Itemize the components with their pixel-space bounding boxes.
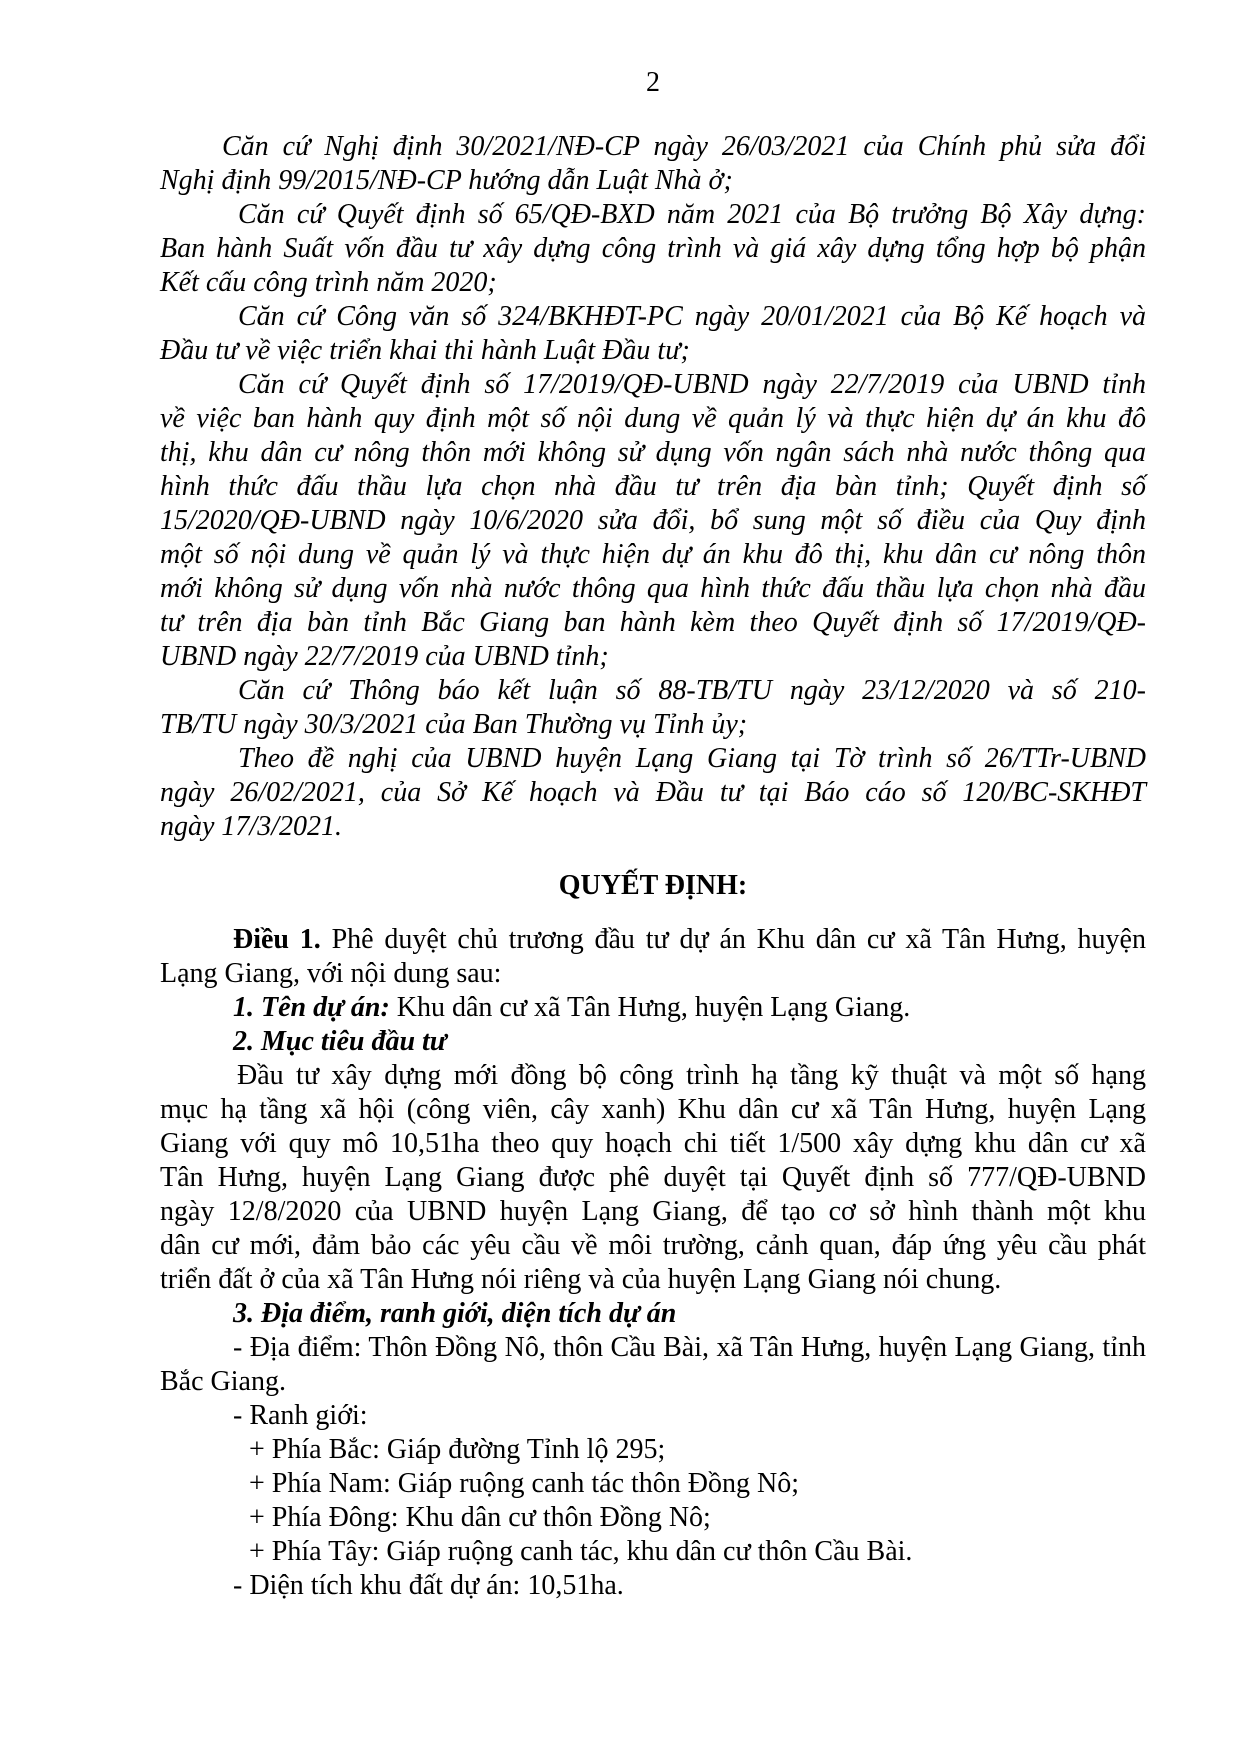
preamble-line: Căn cứ Thông báo kết luận số 88-TB/TU ngày 23/12/2020 và số 210- bbox=[238, 675, 1146, 706]
section-3-heading: 3. Địa điểm, ranh giới, diện tích dự án bbox=[233, 1298, 677, 1329]
article-1-line: Lạng Giang, với nội dung sau: bbox=[160, 958, 502, 989]
preamble-line: UBND ngày 22/7/2019 của UBND tỉnh; bbox=[160, 641, 609, 672]
preamble-line: Nghị định 99/2015/NĐ-CP hướng dẫn Luật Nhà ở; bbox=[160, 165, 733, 196]
section-3-area: - Diện tích khu đất dự án: 10,51ha. bbox=[233, 1570, 624, 1601]
section-3-location-line: Bắc Giang. bbox=[160, 1366, 286, 1397]
section-3-boundary-item: + Phía Đông: Khu dân cư thôn Đồng Nô; bbox=[249, 1502, 711, 1533]
preamble-line: Kết cấu công trình năm 2020; bbox=[160, 267, 497, 298]
preamble-line: mới không sử dụng vốn nhà nước thông qua hình thức đấu thầu lựa chọn nhà đầu bbox=[160, 573, 1146, 604]
preamble-line: Căn cứ Nghị định 30/2021/NĐ-CP ngày 26/03/2021 của Chính phủ sửa đổi bbox=[222, 131, 1146, 162]
section-2-line: Giang với quy mô 10,51ha theo quy hoạch chi tiết 1/500 xây dựng khu dân cư xã bbox=[160, 1128, 1146, 1159]
section-3-boundary-label: - Ranh giới: bbox=[233, 1400, 368, 1431]
preamble-line: TB/TU ngày 30/3/2021 của Ban Thường vụ Tỉnh ủy; bbox=[160, 709, 748, 740]
preamble-line: Đầu tư về việc triển khai thi hành Luật Đầu tư; bbox=[160, 335, 690, 366]
document-body bbox=[160, 130, 1146, 1603]
article-1-text: Phê duyệt chủ trương đầu tư dự án Khu dân cư xã Tân Hưng, huyện bbox=[331, 924, 1146, 955]
preamble-line: ngày 26/02/2021, của Sở Kế hoạch và Đầu tư tại Báo cáo số 120/BC-SKHĐT bbox=[160, 777, 1146, 808]
section-3-boundary-item: + Phía Tây: Giáp ruộng canh tác, khu dân cư thôn Cầu Bài. bbox=[249, 1536, 913, 1567]
preamble-line: Căn cứ Công văn số 324/BKHĐT-PC ngày 20/01/2021 của Bộ Kế hoạch và bbox=[238, 301, 1146, 332]
section-2-line: ngày 12/8/2020 của UBND huyện Lạng Giang, để tạo cơ sở hình thành một khu bbox=[160, 1196, 1146, 1227]
section-1-text: Khu dân cư xã Tân Hưng, huyện Lạng Giang. bbox=[396, 992, 911, 1023]
preamble-line: tư trên địa bàn tỉnh Bắc Giang ban hành kèm theo Quyết định số 17/2019/QĐ- bbox=[160, 607, 1146, 638]
section-2-line: mục hạ tầng xã hội (công viên, cây xanh) Khu dân cư xã Tân Hưng, huyện Lạng bbox=[160, 1094, 1146, 1125]
preamble-line: hình thức đấu thầu lựa chọn nhà đầu tư trên địa bàn tỉnh; Quyết định số bbox=[160, 471, 1146, 502]
preamble-line: Ban hành Suất vốn đầu tư xây dựng công trình và giá xây dựng tổng hợp bộ phận bbox=[160, 233, 1146, 264]
page-number: 2 bbox=[646, 67, 660, 98]
section-2-line: Tân Hưng, huyện Lạng Giang được phê duyệt tại Quyết định số 777/QĐ-UBND bbox=[160, 1162, 1146, 1193]
preamble-line: một số nội dung về quản lý và thực hiện dự án khu đô thị, khu dân cư nông thôn bbox=[160, 539, 1146, 570]
preamble-line: Theo đề nghị của UBND huyện Lạng Giang tại Tờ trình số 26/TTr-UBND bbox=[238, 743, 1146, 774]
section-3-location-line: - Địa điểm: Thôn Đồng Nô, thôn Cầu Bài, xã Tân Hưng, huyện Lạng Giang, tỉnh bbox=[233, 1332, 1146, 1363]
section-3-boundary-item: + Phía Nam: Giáp ruộng canh tác thôn Đồng Nô; bbox=[249, 1468, 800, 1499]
section-1-label: 1. Tên dự án: bbox=[233, 992, 390, 1023]
decision-title: QUYẾT ĐỊNH: bbox=[558, 870, 748, 901]
section-2-heading: 2. Mục tiêu đầu tư bbox=[233, 1026, 447, 1057]
preamble-line: Căn cứ Quyết định số 65/QĐ-BXD năm 2021 của Bộ trưởng Bộ Xây dựng: bbox=[238, 199, 1146, 230]
preamble-line: 15/2020/QĐ-UBND ngày 10/6/2020 sửa đổi, bổ sung một số điều của Quy định bbox=[160, 505, 1146, 536]
preamble-line: thị, khu dân cư nông thôn mới không sử dụng vốn ngân sách nhà nước thông qua bbox=[160, 437, 1146, 468]
article-1-line bbox=[160, 923, 1146, 957]
preamble-line: về việc ban hành quy định một số nội dung về quản lý và thực hiện dự án khu đô bbox=[160, 403, 1146, 434]
section-2-line: dân cư mới, đảm bảo các yêu cầu về môi trường, cảnh quan, đáp ứng yêu cầu phát bbox=[160, 1230, 1146, 1261]
section-2-line: Đầu tư xây dựng mới đồng bộ công trình hạ tầng kỹ thuật và một số hạng bbox=[237, 1060, 1146, 1091]
preamble-line: Căn cứ Quyết định số 17/2019/QĐ-UBND ngày 22/7/2019 của UBND tỉnh bbox=[238, 369, 1146, 400]
preamble-line: ngày 17/3/2021. bbox=[160, 811, 342, 842]
section-1-line bbox=[160, 991, 1146, 1025]
section-3-boundary-item: + Phía Bắc: Giáp đường Tỉnh lộ 295; bbox=[249, 1434, 666, 1465]
section-2-line: triển đất ở của xã Tân Hưng nói riêng và của huyện Lạng Giang nói chung. bbox=[160, 1264, 1002, 1295]
article-1-label: Điều 1. bbox=[233, 924, 321, 955]
